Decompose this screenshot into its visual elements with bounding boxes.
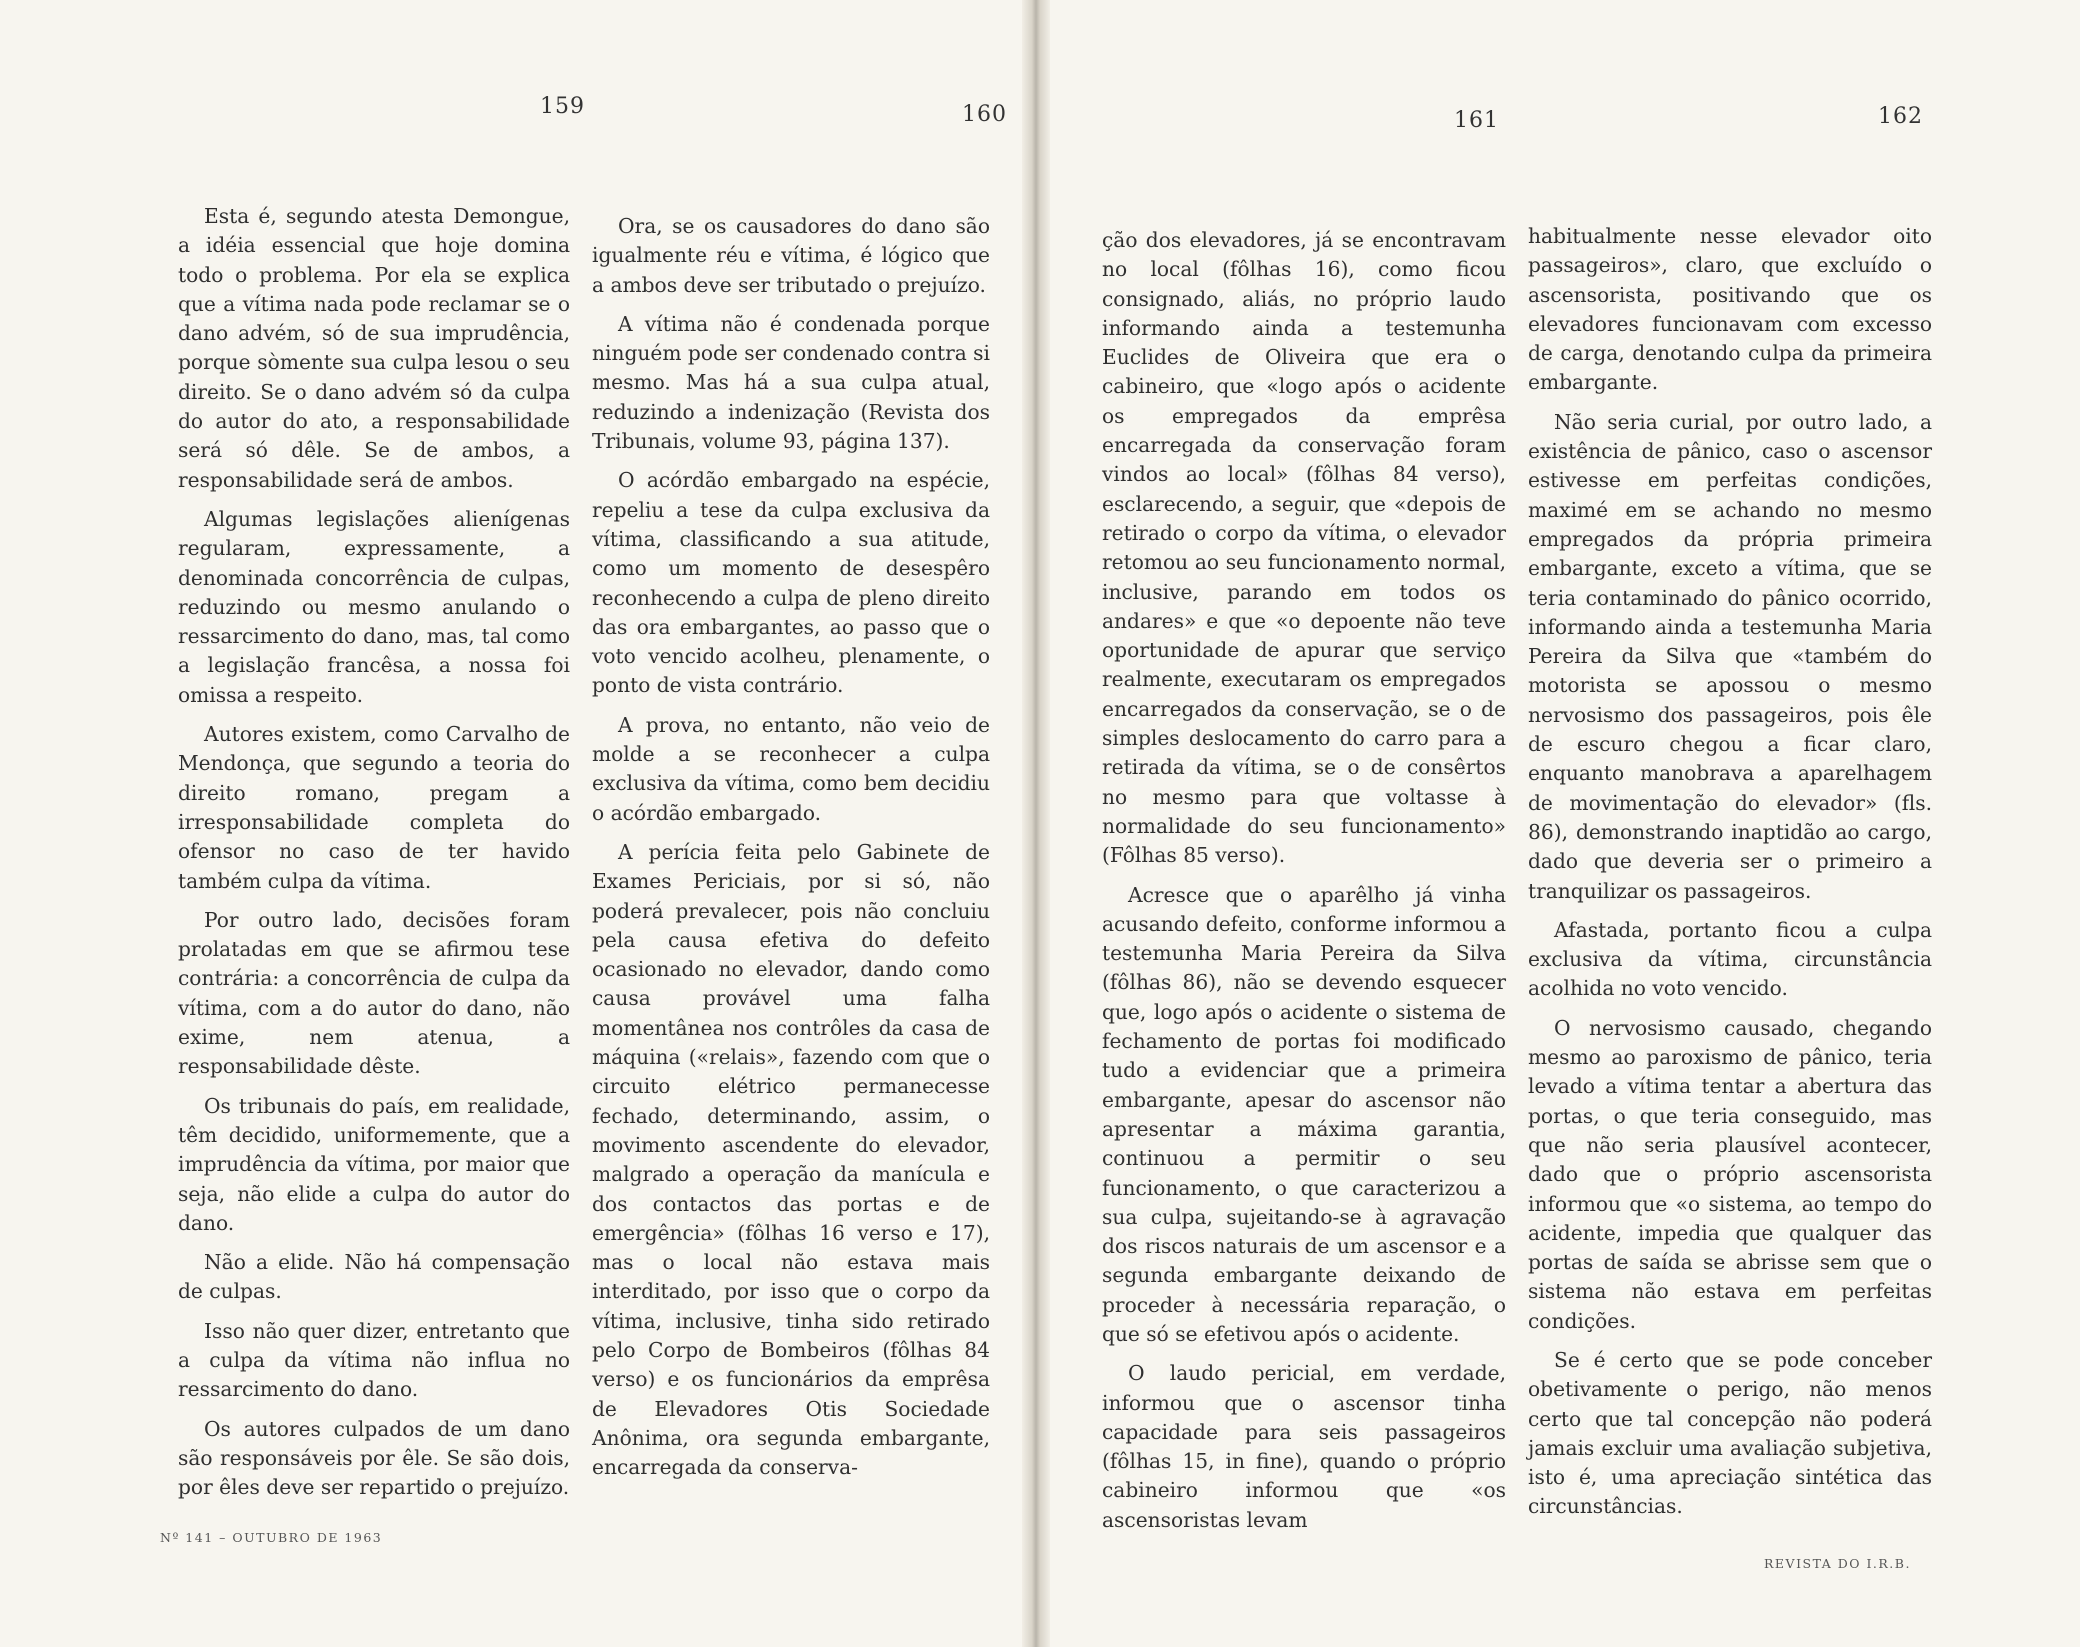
- paragraph: Não a elide. Não há compensação de culpas.: [178, 1250, 570, 1304]
- book-gutter: [1022, 0, 1050, 1647]
- paragraph: Esta é, segundo atesta Demongue, a idéia essencial que hoje domina todo o problema. Por ela se explica que a vítima nada pode reclamar se o dano advém, só de sua imprudência, porque sòmente sua culpa lesou o seu direito. Se o dano advém só da culpa do autor do ato, a responsabilidade será só dêle. Se de ambos, a responsabilidade será de ambos.: [178, 204, 570, 492]
- paragraph: ção dos elevadores, já se encontravam no local (fôlhas 16), como ficou consignado, aliás, no próprio laudo informando ainda a testemunha Euclides de Oliveira que era o cabineiro, que «logo após o acidente os empregados da emprêsa encarregada da conservação foram vindos ao local» (fôlhas 84 verso), esclarecendo, a seguir, que «depois de retirado o corpo da vítima, o elevador retomou ao seu funcionamento normal, inclusive, parando em todos os andares» e que «o depoente não teve oportunidade de apurar que serviço realmente, executaram os empregados encarregados da conservação, se o de simples deslocamento do carro para a retirada da vítima, se o de consêrtos no mesmo para que voltasse à normalidade do seu funcionamento» (Fôlhas 85 verso).: [1102, 228, 1506, 868]
- paragraph: Ora, se os causadores do dano são igualmente réu e vítima, é lógico que a ambos deve ser tributado o prejuízo.: [592, 214, 990, 297]
- paragraph: A vítima não é condenada porque ninguém pode ser condenado contra si mesmo. Mas há a sua culpa atual, reduzindo a indenização (Revista dos Tribunais, volume 93, página 137).: [592, 311, 990, 454]
- paragraph: Algumas legislações alienígenas regularam, expressamente, a denominada concorrência de culpas, reduzindo ou mesmo anulando o ressarcimento do dano, mas, tal como a legislação francêsa, a nossa foi omissa a respeito.: [178, 506, 570, 707]
- column-page-159: [178, 202, 570, 1502]
- column-page-162: [1528, 222, 1932, 1522]
- paragraph: Isso não quer dizer, entretanto que a culpa da vítima não influa no ressarcimento do dano.: [178, 1318, 570, 1402]
- paragraph: Os tribunais do país, em realidade, têm decidido, uniformemente, que a imprudência da vítima, por maior que seja, não elide a culpa do autor do dano.: [178, 1093, 570, 1235]
- paragraph: A prova, no entanto, não veio de molde a se reconhecer a culpa exclusiva da vítima, como bem decidiu o acórdão embargado.: [592, 712, 990, 825]
- paragraph: Não seria curial, por outro lado, a existência de pânico, caso o ascensor estivesse em perfeitas condições, maximé em se achando no mesmo empregados da própria primeira embargante, exceto a vítima, que se teria contaminado do pânico ocorrido, informando ainda a testemunha Maria Pereira da Silva que «também do motorista se apossou o mesmo nervosismo dos passageiros, pois êle de escuro chegou a ficar claro, enquanto manobrava a aparelhagem de movimentação do elevador» (fls. 86), demonstrando inaptidão ao cargo, dado que deveria ser o primeiro a tranquilizar os passageiros.: [1528, 409, 1932, 903]
- column-page-161: [1102, 226, 1506, 1535]
- page-number-160: 160: [962, 102, 1007, 127]
- page-number-162: 162: [1878, 104, 1923, 129]
- paragraph: O laudo pericial, em verdade, informou que o ascensor tinha capacidade para seis passageiros (fôlhas 15, in fine), quando o próprio cabineiro informou que «os ascensoristas levam: [1102, 1361, 1506, 1532]
- column-page-160: [592, 212, 990, 1482]
- paragraph: Os autores culpados de um dano são responsáveis por êle. Se são dois, por êles deve ser repartido o prejuízo.: [178, 1416, 570, 1500]
- paragraph: Acresce que o aparêlho já vinha acusando defeito, conforme informou a testemunha Maria Pereira da Silva (fôlhas 86), não se devendo esquecer que, logo após o acidente o sistema de fechamento de portas foi modificado tudo a evidenciar que a primeira embargante, apesar do ascensor não apresentar a máxima garantia, continuou a permitir o seu funcionamento, o que caracterizou a sua culpa, sujeitando-se à agravação dos riscos naturais de um ascensor e a segunda embargante deixando de proceder à necessária reparação, o que só se efetivou após o acidente.: [1102, 882, 1506, 1346]
- page-number-159: 159: [540, 94, 585, 119]
- page-number-161: 161: [1454, 108, 1499, 133]
- footer-journal: REVISTA DO I.R.B.: [1764, 1556, 1911, 1571]
- paragraph: Autores existem, como Carvalho de Mendonça, que segundo a teoria do direito romano, pregam a irresponsabilidade completa do ofensor no caso de ter havido também culpa da vítima.: [178, 722, 570, 893]
- paragraph: A perícia feita pelo Gabinete de Exames Periciais, por si só, não poderá prevalecer, pois não concluiu pela causa efetiva do defeito ocasionado no elevador, dando como causa provável uma falha momentânea nos contrôles da casa de máquina («relais», fazendo com que o circuito elétrico permanecesse fechado, determinando, assim, o movimento ascendente do elevador, malgrado a operação da manícula e dos contactos das portas e de emergência» (fôlhas 16 verso e 17), mas o local não estava mais interditado, por isso que o corpo da vítima, inclusive, tinha sido retirado pelo Corpo de Bombeiros (fôlhas 84 verso) e os funcionários da emprêsa de Elevadores Otis Sociedade Anônima, ora segunda embargante, encarregada da conserva-: [592, 839, 990, 1480]
- paragraph: O acórdão embargado na espécie, repeliu a tese da culpa exclusiva da vítima, classificando a sua atitude, como um momento de desespêro reconhecendo a culpa de pleno direito das ora embargantes, ao passo que o voto vencido acolheu, plenamente, o ponto de vista contrário.: [592, 468, 990, 698]
- paragraph: Se é certo que se pode conceber obetivamente o perigo, não menos certo que tal concepção não poderá jamais excluir uma avaliação subjetiva, isto é, uma apreciação sintética das circunstâncias.: [1528, 1347, 1932, 1519]
- paragraph: O nervosismo causado, chegando mesmo ao paroxismo de pânico, teria levado a vítima tentar a abertura das portas, o que teria conseguido, mas que não seria plausível acontecer, dado que o próprio ascensorista informou que «o sistema, ao tempo do acidente, impedia que qualquer das portas de saída se abrisse sem que o sistema não estava em perfeitas condições.: [1528, 1015, 1932, 1333]
- footer-issue: Nº 141 – OUTUBRO DE 1963: [160, 1530, 383, 1545]
- paragraph: Por outro lado, decisões foram prolatadas em que se afirmou tese contrária: a concorrência de culpa da vítima, com a do autor do dano, não exime, nem atenua, a responsabilidade dêste.: [178, 907, 570, 1079]
- paragraph: Afastada, portanto ficou a culpa exclusiva da vítima, circunstância acolhida no voto vencido.: [1528, 917, 1932, 1001]
- paragraph: habitualmente nesse elevador oito passageiros», claro, que excluído o ascensorista, positivando que os elevadores funcionavam com excesso de carga, denotando culpa da primeira embargante.: [1528, 224, 1932, 395]
